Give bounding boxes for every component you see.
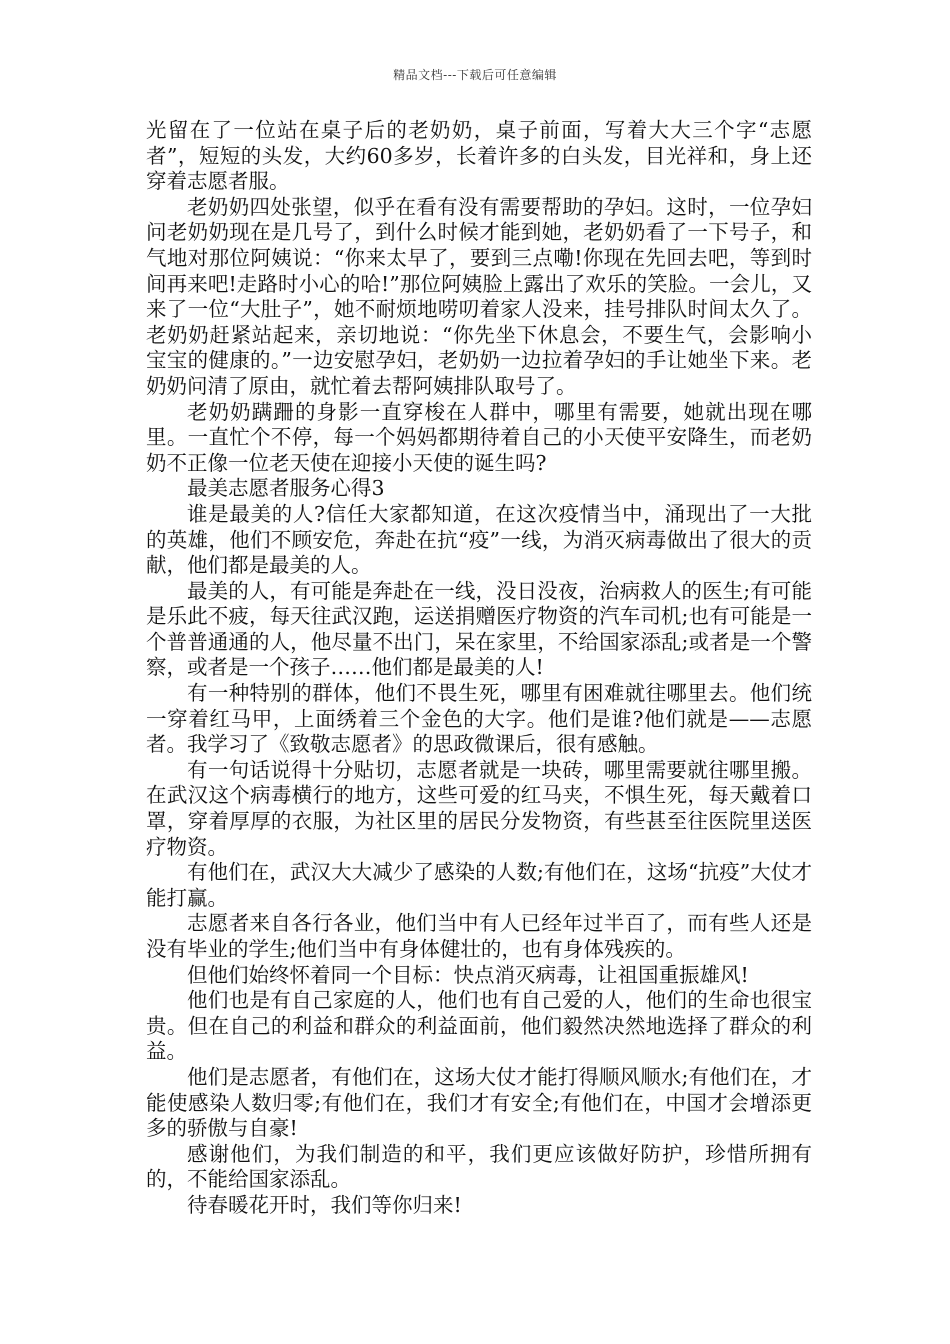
section-heading: 最美志愿者服务心得3 bbox=[187, 476, 385, 501]
paragraph: 他们也是有自己家庭的人，他们也有自己爱的人，他们的生命也很宝贵。但在自己的利益和群众的利益面前，他们毅然决然地选择了群众的利益。 bbox=[146, 988, 812, 1064]
paragraph: 待春暖花开时，我们等你归来! bbox=[187, 1192, 462, 1217]
paragraph: 但他们始终怀着同一个目标：快点消灭病毒，让祖国重振雄风! bbox=[187, 962, 749, 987]
page-header: 精品文档---下载后可任意编辑 bbox=[393, 68, 557, 82]
paragraph: 有一句话说得十分贴切，志愿者就是一块砖，哪里需要就往哪里搬。在武汉这个病毒横行的地方，这些可爱的红马夹，不惧生死，每天戴着口罩，穿着厚厚的衣服，为社区里的居民分发物资，有些甚至往医院里送医疗物资。 bbox=[146, 757, 812, 859]
paragraph: 最美的人，有可能是奔赴在一线，没日没夜，治病救人的医生;有可能是乐此不疲，每天往武汉跑，运送捐赠医疗物资的汽车司机;也有可能是一个普普通通的人，他尽量不出门，呆在家里，不给国家添乱;或者是一个警察，或者是一个孩子……他们都是最美的人! bbox=[146, 578, 812, 680]
paragraph: 有一种特别的群体，他们不畏生死，哪里有困难就往哪里去。他们统一穿着红马甲，上面绣着三个金色的大字。他们是谁?他们就是——志愿者。我学习了《致敬志愿者》的思政微课后，很有感触。 bbox=[146, 681, 812, 757]
paragraph: 老奶奶蹒跚的身影一直穿梭在人群中，哪里有需要，她就出现在哪里。一直忙个不停，每一个妈妈都期待着自己的小天使平安降生，而老奶奶不正像一位老天使在迎接小天使的诞生吗? bbox=[146, 399, 812, 475]
paragraph: 感谢他们，为我们制造的和平，我们更应该做好防护，珍惜所拥有的，不能给国家添乱。 bbox=[146, 1141, 812, 1192]
paragraph: 志愿者来自各行各业，他们当中有人已经年过半百了，而有些人还是没有毕业的学生;他们当中有身体健壮的，也有身体残疾的。 bbox=[146, 911, 812, 961]
paragraph: 光留在了一位站在桌子后的老奶奶，桌子前面，写着大大三个字“志愿者”，短短的头发，大约60多岁，长着许多的白头发，目光祥和，身上还穿着志愿者服。 bbox=[146, 118, 812, 194]
document-body bbox=[146, 118, 812, 1219]
paragraph: 有他们在，武汉大大减少了感染的人数;有他们在，这场“抗疫”大仗才能打赢。 bbox=[146, 860, 812, 910]
paragraph: 谁是最美的人?信任大家都知道，在这次疫情当中，涌现出了一大批的英雄，他们不顾安危，奔赴在抗“疫”一线，为消灭病毒做出了很大的贡献，他们都是最美的人。 bbox=[146, 501, 812, 578]
paragraph: 老奶奶四处张望，似乎在看有没有需要帮助的孕妇。这时，一位孕妇问老奶奶现在是几号了，到什么时候才能到她，老奶奶看了一下号子，和气地对那位阿姨说：“你来太早了，要到三点嘞!你现在先回去吧，等到时间再来吧!走路时小心的哈!”那位阿姨脸上露出了欢乐的笑脸。一会儿，又来了一位“大肚子”，她不耐烦地唠叨着家人没来，挂号排队时间太久了。老奶奶赶紧站起来，亲切地说：“你先坐下休息会，不要生气，会影响小宝宝的健康的。”一边安慰孕妇，老奶奶一边拉着孕妇的手让她坐下来。老奶奶问清了原由，就忙着去帮阿姨排队取号了。 bbox=[146, 194, 812, 398]
paragraph: 他们是志愿者，有他们在，这场大仗才能打得顺风顺水;有他们在，才能使感染人数归零;有他们在，我们才有安全;有他们在，中国才会增添更多的骄傲与自豪! bbox=[146, 1064, 812, 1141]
